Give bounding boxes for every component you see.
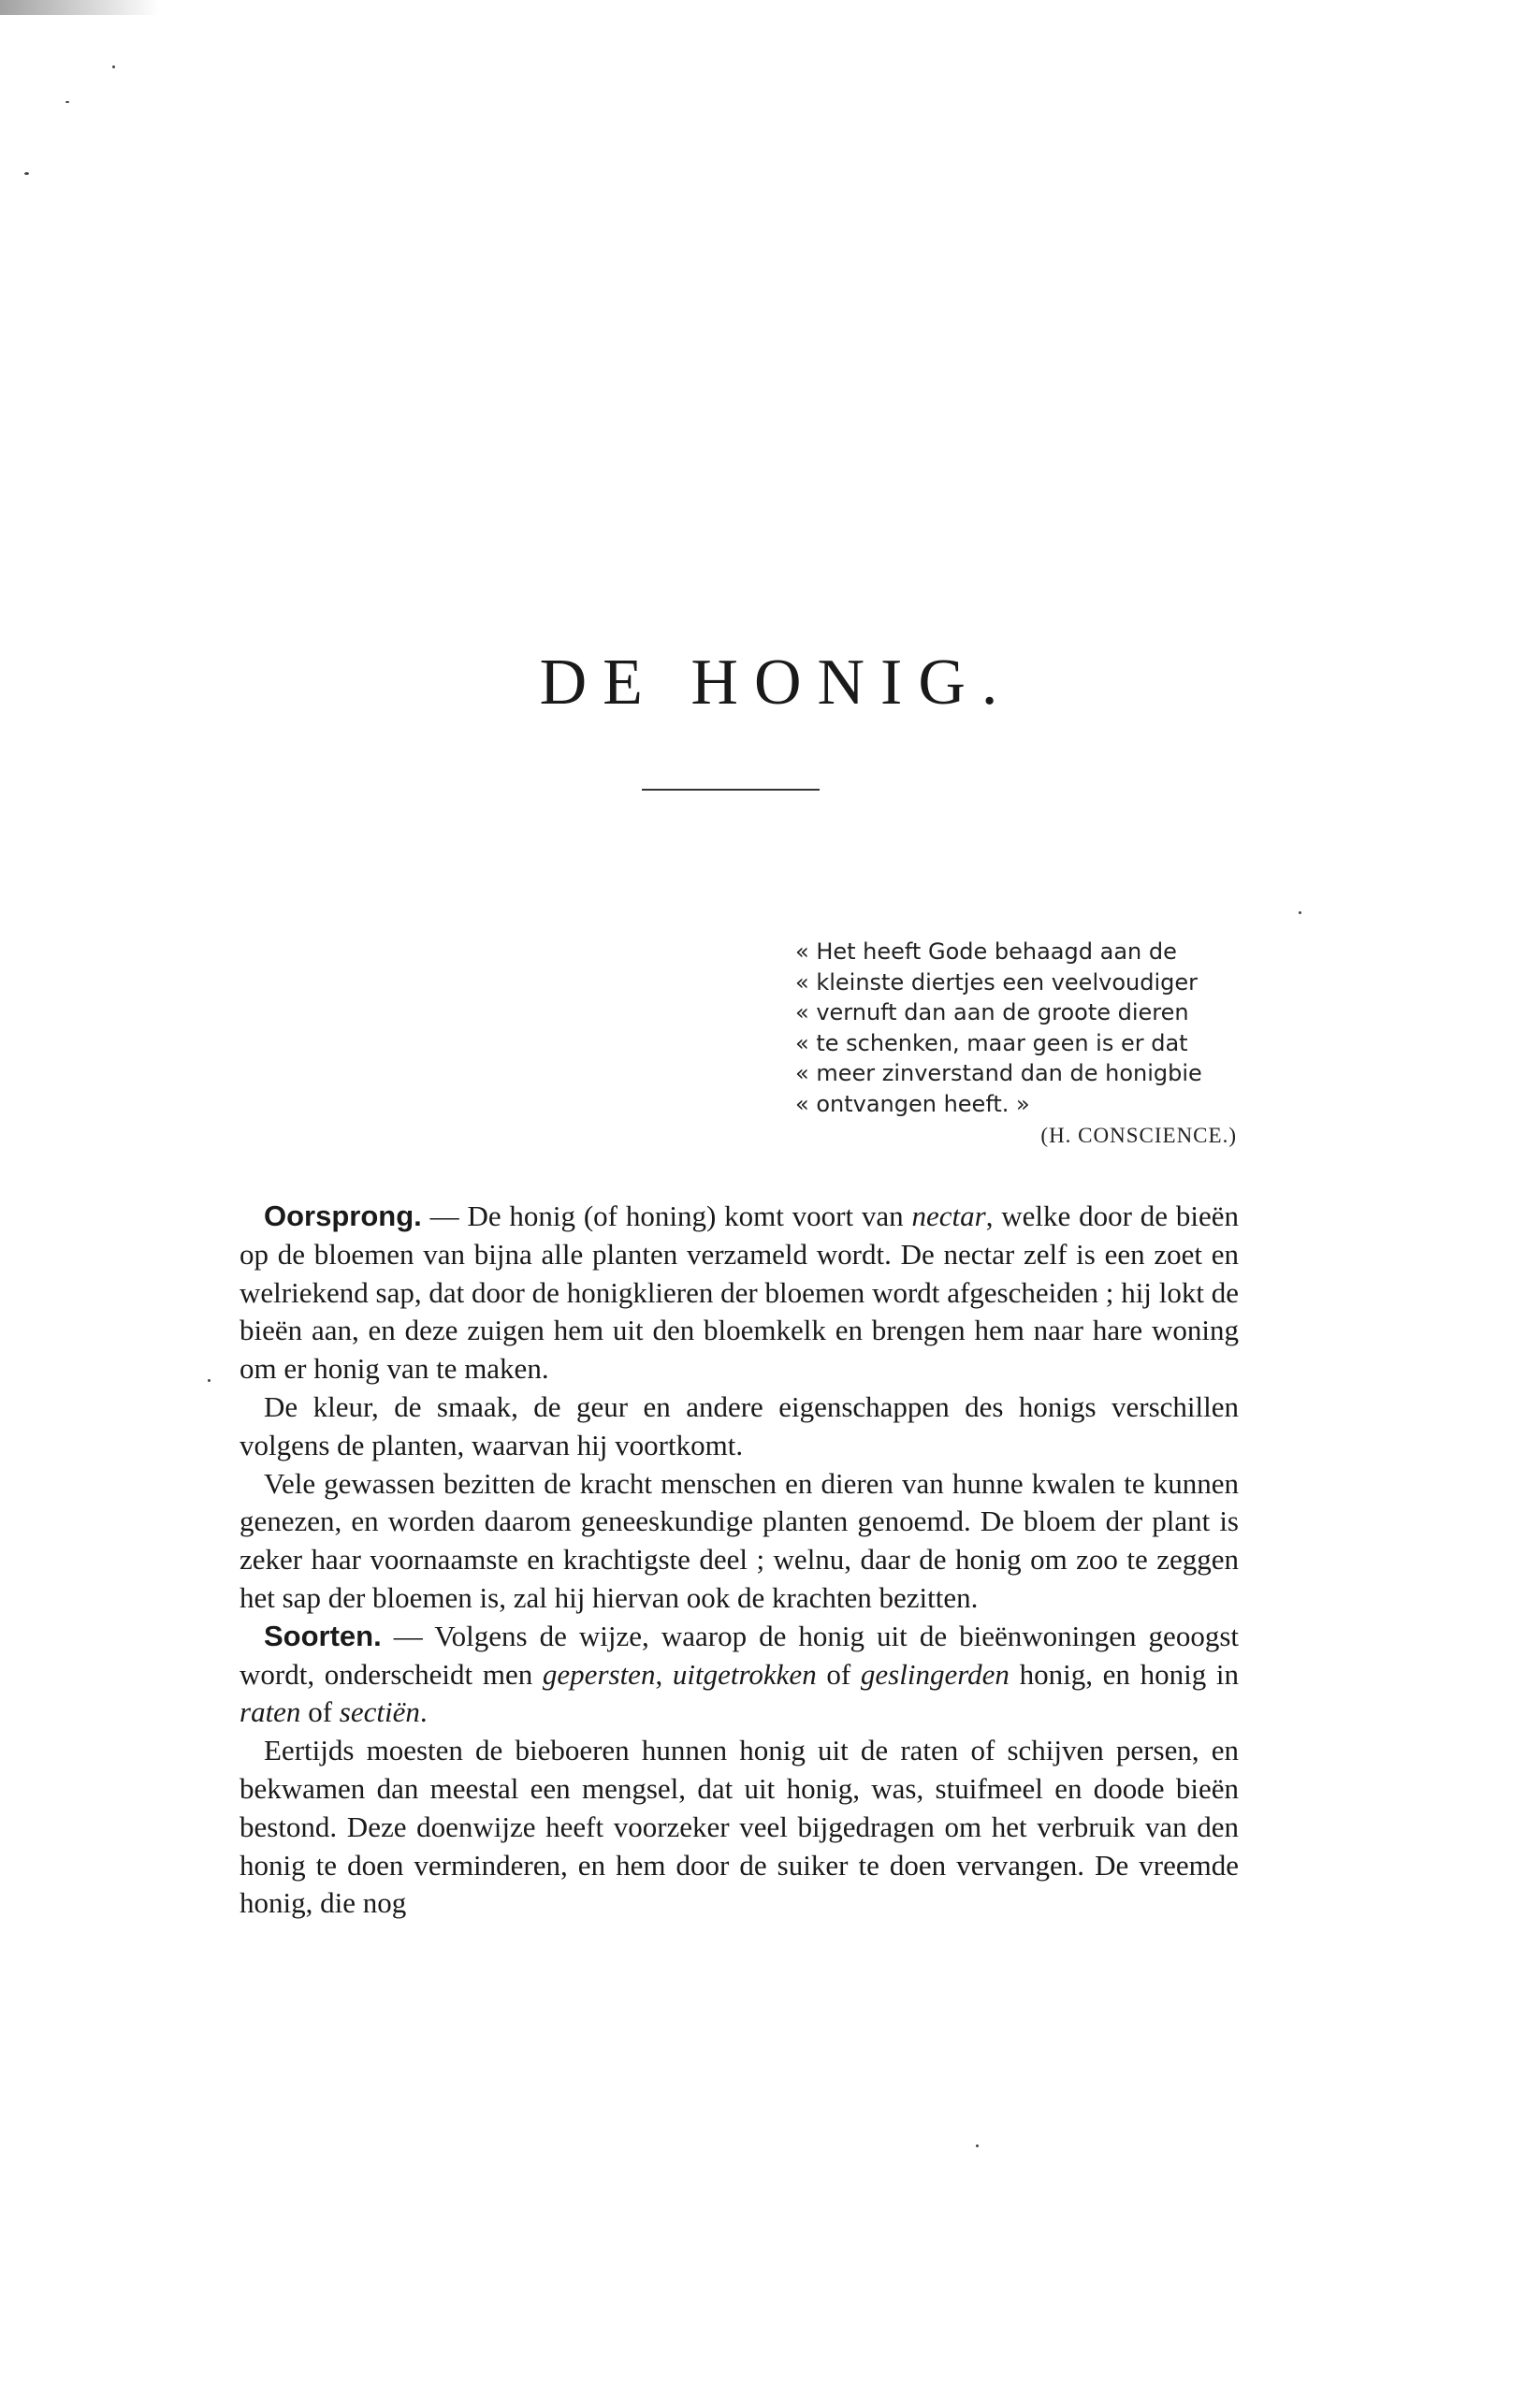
paragraph: Eertijds moesten de bieboeren hunnen honig uit de raten of schijven persen, en bekwamen dan meestal een mengsel, dat uit honig, was, stuifmeel en doode bieën bestond. Deze doenwijze heeft voorzeker veel bijgedragen om het verbruik van den honig te doen verminderen, en hem door de suiker te doen vervangen. De vreemde honig, die nog (240, 1734, 1239, 1920)
epigraph-line: « te schenken, maar geen is er dat (795, 1029, 1188, 1056)
title-divider (642, 789, 820, 791)
paragraph-text: . (419, 1695, 428, 1729)
emphasis-text: gepersten (542, 1657, 656, 1691)
paragraph-oorsprong (240, 1198, 1239, 1388)
paragraph-text: honig, en honig in (1009, 1657, 1240, 1691)
paragraph-text: of (816, 1657, 861, 1691)
paragraph: De kleur, de smaak, de geur en andere eigenschappen des honigs verschillen volgens de planten, waarvan hij voortkomt. (240, 1389, 1239, 1461)
epigraph-line: « ontvangen heeft. » (795, 1090, 1030, 1117)
emphasis-text: uitgetrokken (672, 1657, 817, 1691)
epigraph-quote (795, 937, 1244, 1152)
page-title: DE HONIG. (539, 647, 1014, 719)
speck (112, 65, 115, 68)
speck (24, 172, 29, 175)
scan-artifact (0, 0, 159, 15)
epigraph-line: « Het heeft Gode behaagd aan de (795, 938, 1177, 965)
emphasis-text: geslingerden (860, 1657, 1010, 1691)
speck (1299, 911, 1301, 914)
speck (65, 101, 69, 103)
speck (976, 2144, 979, 2147)
paragraph-text: of (300, 1695, 340, 1729)
body-text (240, 1198, 1239, 1923)
epigraph-attribution: (H. CONSCIENCE.) (1040, 1124, 1237, 1147)
paragraph: Vele gewassen bezitten de kracht menschen en dieren van hunne kwalen te kunnen genezen, en worden daarom geneeskundige planten genoemd. De bloem der plant is zeker haar voornaamste en krachtigste deel ; welnu, daar de honig om zoo te zeggen het sap der bloemen is, zal hij hiervan ook de krachten bezitten. (240, 1466, 1239, 1614)
paragraph-text: , welke door de bieën op de bloemen van bijna alle planten verzameld wordt. De nectar zelf is een zoet en welriekend sap, dat door de honigklieren der bloemen wordt afgescheiden ; hij lokt de bieën aan, en deze zuigen hem uit den bloemkelk en brengen hem naar hare woning om er honig van te maken. (240, 1199, 1239, 1386)
emphasis-text: sectiën (339, 1695, 420, 1729)
epigraph-line: « meer zinverstand dan de honigbie (795, 1060, 1202, 1086)
epigraph-line: « vernuft dan aan de groote dieren (795, 999, 1189, 1025)
emphasis-text: raten (240, 1695, 301, 1729)
paragraph-soorten (240, 1618, 1239, 1732)
paragraph-text: — De honig (of honing) komt voort van (421, 1199, 912, 1232)
paragraph-text: — Volgens de wijze, waarop de honig uit de bieënwoningen geoogst wordt, onderscheidt men (240, 1619, 1239, 1691)
section-heading-oorsprong: Oorsprong. (264, 1199, 422, 1232)
section-heading-soorten: Soorten. (264, 1619, 382, 1652)
emphasis-text: nectar (911, 1199, 986, 1232)
epigraph-line: « kleinste diertjes een veelvoudiger (795, 968, 1198, 996)
speck (208, 1379, 211, 1382)
paragraph-text: , (655, 1657, 673, 1691)
